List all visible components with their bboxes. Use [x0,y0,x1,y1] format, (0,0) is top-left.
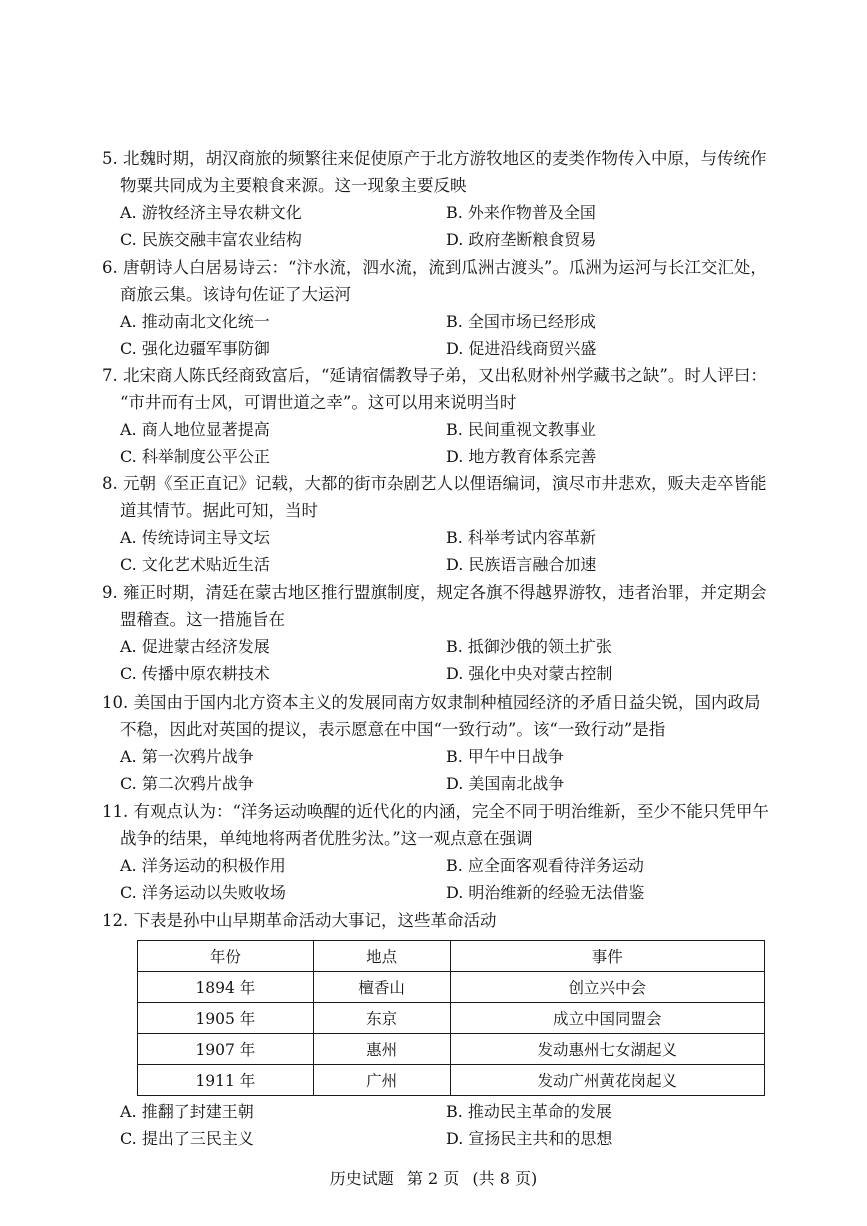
table-cell: 东京 [313,1003,450,1034]
option-c: C. 科举制度公平公正 [120,447,270,466]
stem-line: 7. 北宋商人陈氏经商致富后，“延请宿儒教导子弟，又出私财补州学藏书之缺”。时人评曰： [102,366,767,385]
stem-line: 物粟共同成为主要粮食来源。这一现象主要反映 [120,176,467,195]
table-cell: 广州 [313,1065,450,1096]
option-a: A. 推翻了封建王朝 [120,1102,254,1121]
option-c: C. 传播中原农耕技术 [120,664,270,683]
option-b: B. 科举考试内容革新 [446,528,596,547]
option-a: A. 促进蒙古经济发展 [120,637,270,656]
option-d: D. 促进沿线商贸兴盛 [446,339,597,358]
table-row [138,1034,765,1065]
table-cell: 成立中国同盟会 [450,1003,764,1034]
options [0,416,867,470]
option-d: D. 政府垄断粮食贸易 [446,230,597,249]
option-d: D. 强化中央对蒙古控制 [446,664,613,683]
stem-line: 5. 北魏时期，胡汉商旅的频繁往来促使原产于北方游牧地区的麦类作物传入中原，与传统作 [102,149,767,168]
option-d: D. 明治维新的经验无法借鉴 [446,883,645,902]
stem-line: 11. 有观点认为：“洋务运动唤醒的近代化的内涵，完全不同于明治维新，至少不能只凭甲午 [102,802,769,821]
table-cell: 创立兴中会 [450,972,764,1003]
table-cell: 发动广州黄花岗起义 [450,1065,764,1096]
question-9 [0,579,867,687]
stem-line: 12. 下表是孙中山早期革命活动大事记，这些革命活动 [102,911,497,930]
question-7 [0,362,867,470]
option-b: B. 民间重视文教事业 [446,420,596,439]
options [0,524,867,578]
options [0,743,867,797]
stem-line: 商旅云集。该诗句佐证了大运河 [120,285,351,304]
table-cell: 1911 年 [138,1065,314,1096]
stem-line: 战争的结果，单纯地将两者优胜劣汰。”这一观点意在强调 [120,829,533,848]
option-d: D. 民族语言融合加速 [446,555,597,574]
question-stem [0,579,867,633]
question-stem [0,798,867,852]
option-a: A. 商人地位显著提高 [120,420,270,439]
option-a: A. 传统诗词主导文坛 [120,528,270,547]
footer-total-pages: (共 8 页) [472,1169,538,1188]
stem-line: 道其情节。据此可知，当时 [120,501,318,520]
stem-line: 9. 雍正时期，清廷在蒙古地区推行盟旗制度，规定各旗不得越界游牧，违者治罪，并定期会 [102,583,767,602]
question-stem [0,470,867,524]
stem-line: “市井而有士风，可谓世道之幸”。这可以用来说明当时 [120,393,517,412]
option-c: C. 民族交融丰富农业结构 [120,230,302,249]
option-b: B. 全国市场已经形成 [446,312,596,331]
options [0,1098,867,1152]
option-c: C. 洋务运动以失败收场 [120,883,286,902]
options [0,199,867,253]
table-cell: 1907 年 [138,1034,314,1065]
option-c: C. 提出了三民主义 [120,1129,254,1148]
option-d: D. 地方教育体系完善 [446,447,597,466]
table-header-row [138,941,765,972]
question-11 [0,798,867,906]
stem-line: 10. 美国由于国内北方资本主义的发展同南方奴隶制种植园经济的矛盾日益尖锐，国内政局 [102,693,761,712]
option-d: D. 宣扬民主共和的思想 [446,1129,613,1148]
options [0,852,867,906]
question-5 [0,145,867,253]
question-stem [0,907,867,934]
option-b: B. 应全面客观看待洋务运动 [446,856,644,875]
question-stem [0,145,867,199]
column-header: 地点 [313,941,450,972]
option-b: B. 外来作物普及全国 [446,203,596,222]
option-a: A. 第一次鸦片战争 [120,747,254,766]
option-b: B. 甲午中日战争 [446,747,564,766]
table-row [138,972,765,1003]
question-12 [0,907,867,934]
column-header: 事件 [450,941,764,972]
table-cell: 发动惠州七女湖起义 [450,1034,764,1065]
option-b: B. 抵御沙俄的领土扩张 [446,637,612,656]
stem-line: 盟稽查。这一措施旨在 [120,610,285,629]
option-d: D. 美国南北战争 [446,774,565,793]
table-cell: 惠州 [313,1034,450,1065]
stem-line: 不稳，因此对英国的提议，表示愿意在中国“一致行动”。该“一致行动”是指 [120,720,666,739]
stem-line: 8. 元朝《至正直记》记载，大都的街市杂剧艺人以俚语编词，演尽市井悲欢，贩夫走卒皆能 [102,474,767,493]
events-table [137,940,765,1096]
footer-page-number: 第 2 页 [406,1169,460,1188]
question-8 [0,470,867,578]
option-c: C. 第二次鸦片战争 [120,774,254,793]
question-stem [0,689,867,743]
option-a: A. 游牧经济主导农耕文化 [120,203,302,222]
option-a: A. 推动南北文化统一 [120,312,270,331]
table-row [138,1003,765,1034]
option-a: A. 洋务运动的积极作用 [120,856,286,875]
option-c: C. 文化艺术贴近生活 [120,555,270,574]
question-6 [0,254,867,362]
stem-line: 6. 唐朝诗人白居易诗云：“汴水流，泗水流，流到瓜洲古渡头”。瓜洲为运河与长江交汇处， [102,258,767,277]
question-10 [0,689,867,797]
option-c: C. 强化边疆军事防御 [120,339,270,358]
option-b: B. 推动民主革命的发展 [446,1102,612,1121]
options [0,633,867,687]
table-row [138,1065,765,1096]
question-12-options [0,1098,867,1152]
footer-subject: 历史试题 [329,1169,394,1188]
question-stem [0,362,867,416]
table-cell: 1905 年 [138,1003,314,1034]
page-footer [0,1166,867,1189]
table-cell: 1894 年 [138,972,314,1003]
column-header: 年份 [138,941,314,972]
table-cell: 檀香山 [313,972,450,1003]
question-stem [0,254,867,308]
options [0,308,867,362]
